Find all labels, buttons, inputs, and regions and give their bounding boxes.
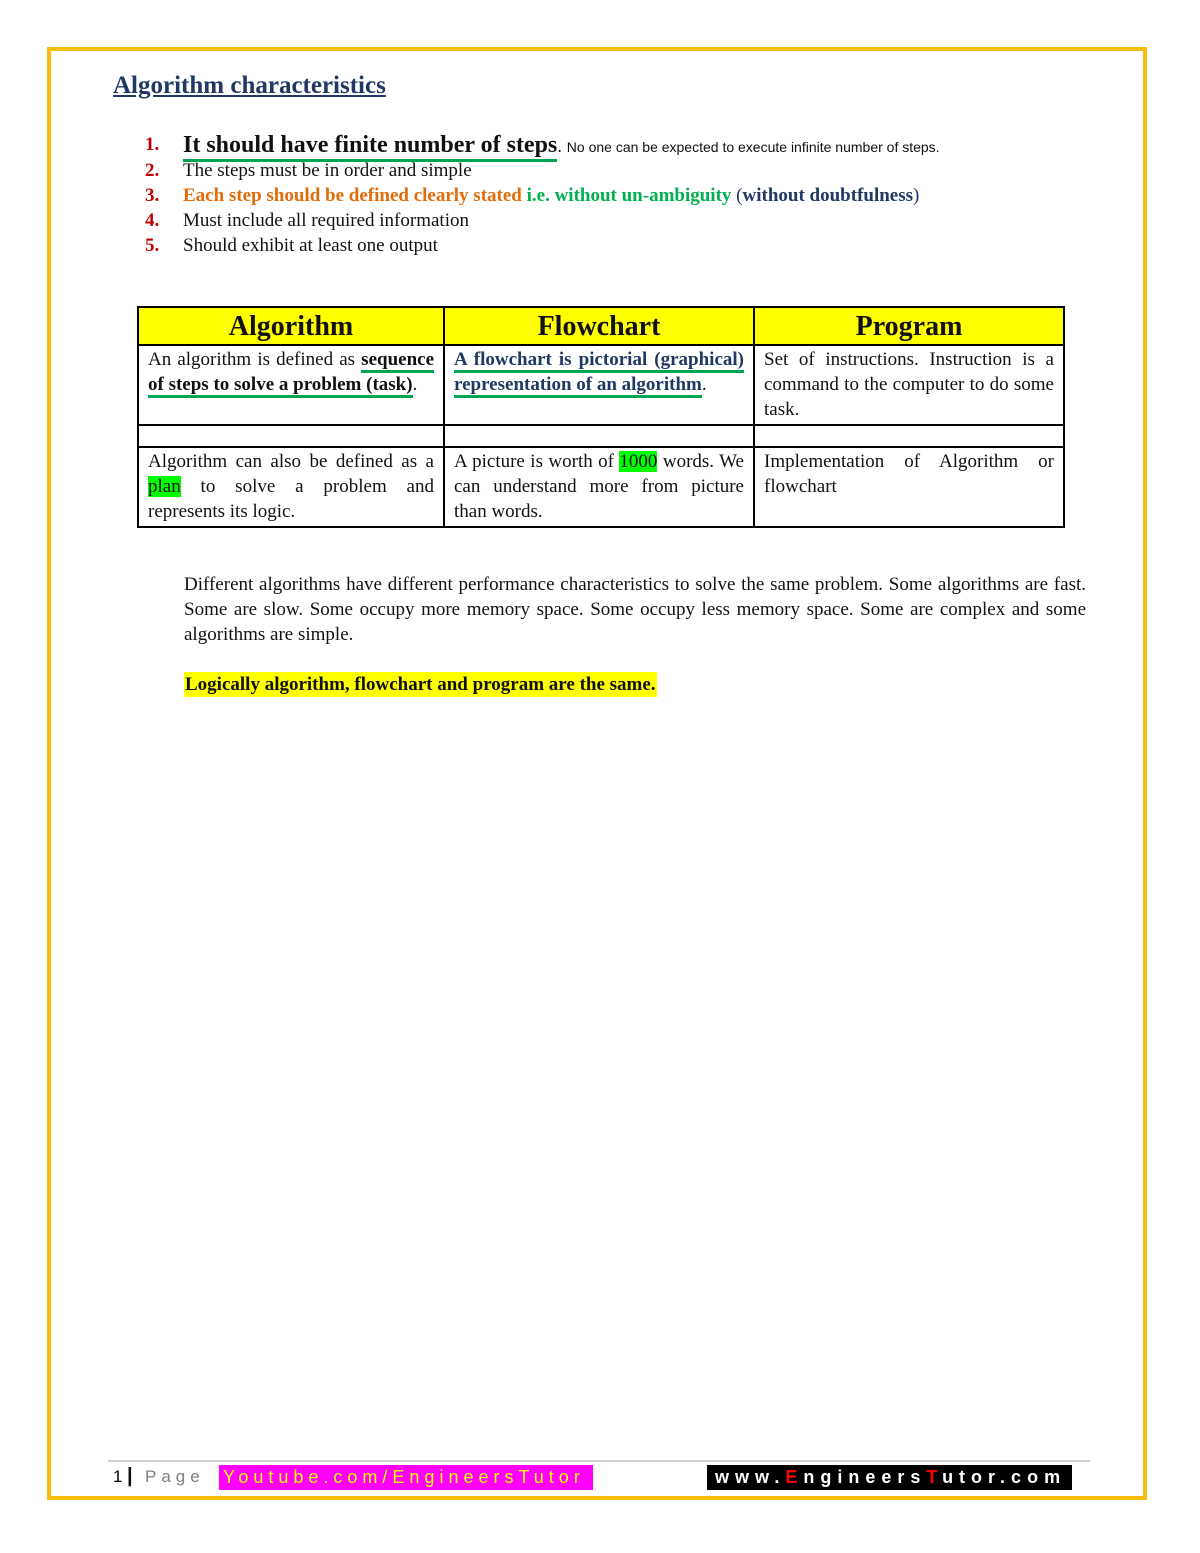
list-number: 2. — [145, 160, 160, 181]
header-program: Program — [754, 307, 1064, 345]
paren-open: ( — [736, 185, 743, 206]
highlight-1000: 1000 — [619, 451, 658, 472]
cell-algorithm-plan — [138, 447, 444, 527]
table-row — [138, 447, 1064, 527]
step-1-main: It should have finite number of steps — [183, 132, 557, 162]
page-separator: | — [127, 1465, 133, 1487]
step-text: Must include all required information — [183, 210, 469, 231]
underlined-phrase: A flowchart is pictorial (graphical) representation of an algorithm — [454, 349, 744, 398]
cell-flowchart-picture — [444, 447, 754, 527]
website-link[interactable] — [707, 1465, 1072, 1490]
page-number: 1 — [113, 1467, 123, 1486]
footer-divider — [108, 1460, 1090, 1462]
characteristics-list — [145, 128, 940, 258]
step-text: The steps must be in order and simple — [183, 160, 472, 181]
list-item — [145, 183, 940, 208]
step-3-green: i.e. without un-ambiguity — [526, 185, 732, 206]
step-3-navy: without doubtfulness — [742, 185, 914, 206]
table-spacer-row — [138, 425, 1064, 447]
list-item — [145, 233, 940, 258]
list-number: 4. — [145, 210, 160, 231]
performance-paragraph: Different algorithms have different performance characteristics to solve the same problem. Some algorithms are fast. Some are slow. Some occupy more memory space. Some occupy less memory space. Some are complex and some algorithms are simple. — [184, 574, 1086, 645]
step-text: Should exhibit at least one output — [183, 235, 438, 256]
table-row — [138, 345, 1064, 425]
comparison-table — [137, 306, 1065, 528]
cell-text: . — [412, 374, 418, 395]
header-flowchart: Flowchart — [444, 307, 754, 345]
cell-text: Algorithm can also be defined as a — [148, 451, 434, 472]
web-text: utor.com — [942, 1467, 1067, 1487]
web-text: E — [785, 1467, 804, 1487]
web-text: T — [926, 1467, 943, 1487]
cell-text: A picture is worth of — [454, 451, 620, 472]
empty-cell — [754, 425, 1064, 447]
cell-text: words. We can understand more from picture than words. — [454, 451, 744, 522]
step-1-subtext: No one can be expected to execute infinite number of steps. — [566, 139, 940, 155]
highlight-plan: plan — [148, 476, 181, 497]
step-1-dot: . — [557, 136, 563, 157]
web-text: ngineers — [803, 1467, 927, 1487]
cell-algorithm-definition — [138, 345, 444, 425]
underlined-phrase: sequence of steps to solve a problem (task) — [148, 349, 434, 398]
web-text: www. — [715, 1467, 786, 1487]
list-item — [145, 208, 940, 233]
cell-program-implementation: Implementation of Algorithm or flowchart — [754, 447, 1064, 527]
cell-text: An algorithm is defined as — [148, 349, 362, 370]
youtube-link[interactable]: Youtube.com/EngineersTutor — [219, 1465, 593, 1490]
list-item — [145, 158, 940, 183]
list-number: 5. — [145, 235, 160, 256]
empty-cell — [138, 425, 444, 447]
page-title: Algorithm characteristics — [113, 72, 386, 99]
cell-text: to solve a problem and represents its logic. — [148, 476, 434, 522]
empty-cell — [444, 425, 754, 447]
page-border — [47, 47, 1147, 1500]
list-number: 3. — [145, 185, 160, 206]
list-number: 1. — [145, 134, 160, 155]
conclusion-highlight: Logically algorithm, flowchart and program are the same. — [185, 674, 656, 695]
header-algorithm: Algorithm — [138, 307, 444, 345]
paren-close: ) — [913, 185, 920, 206]
step-3-orange: Each step should be defined clearly stated — [183, 185, 522, 206]
cell-program-definition: Set of instructions. Instruction is a command to the computer to do some task. — [754, 345, 1064, 425]
page-label: Page — [145, 1467, 205, 1486]
cell-text: . — [701, 374, 707, 395]
page-footer — [113, 1465, 1073, 1490]
cell-flowchart-definition — [444, 345, 754, 425]
table-header-row — [138, 307, 1064, 345]
